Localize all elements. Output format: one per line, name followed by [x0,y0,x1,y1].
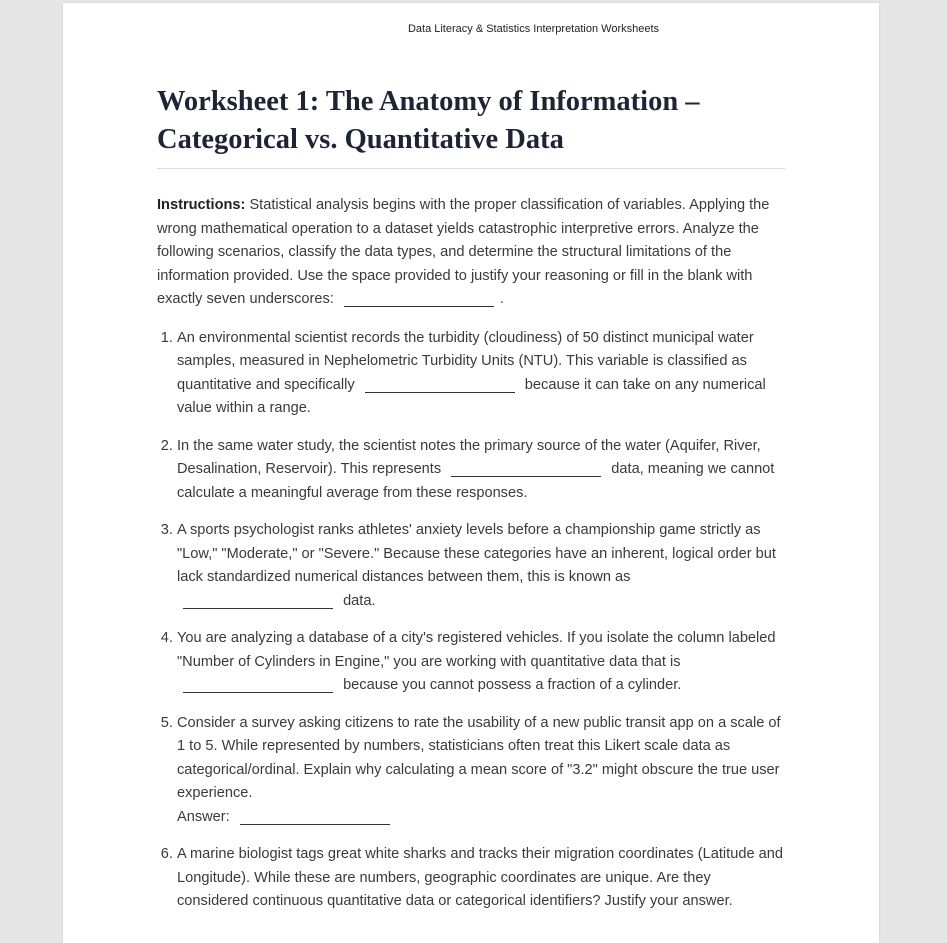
answer-blank[interactable] [451,462,601,477]
question-text: An environmental scientist records the turbidity (cloudiness) of 50 distinct municipal water samples, measured in Nephelometric Turbidity Units (NTU). This variable is classified as quantitative and specifically [177,329,754,393]
question-5 [177,712,785,830]
answer-blank[interactable] [240,810,390,825]
worksheet-title-line1: Worksheet 1: The Anatomy of Information – [157,86,700,117]
question-text-after: data, meaning we cannot calculate a meaningful average from these responses. [177,461,775,501]
question-text-after: data. [343,592,376,609]
instructions-text: Statistical analysis begins with the proper classification of variables. Applying the wrong mathematical operation to a dataset yields catastrophic interpretive errors. Analyze the following scenarios, classify the data types, and determine the structural limitations of the information provided. Use the space provided to justify your reasoning or fill in the blank with exactly seven underscores: [157,197,770,307]
answer-blank[interactable] [183,594,333,609]
instructions-paragraph [157,194,785,312]
answer-label: Answer: [177,808,230,825]
answer-blank[interactable] [365,378,515,393]
instructions-answer-blank[interactable] [344,292,494,307]
question-2 [177,435,785,506]
question-text: A sports psychologist ranks athletes' anxiety levels before a championship game strictly as "Low," "Moderate," or "Severe." Because these categories have an inherent, logical order but lack standardized numerical distances between them, this is known as [177,522,776,585]
question-text: Consider a survey asking citizens to rate the usability of a new public transit app on a scale of 1 to 5. While represented by numbers, statisticians often treat this Likert scale data as categorical/ordinal. Explain why calculating a mean score of "3.2" might obscure the true user experience. [177,714,781,801]
worksheet-title-line2: Categorical vs. Quantitative Data [157,124,564,155]
worksheet-title [157,83,785,169]
question-6 [177,843,785,914]
questions-list [157,327,785,914]
question-text: In the same water study, the scientist notes the primary source of the water (Aquifer, River, Desalination, Reservoir). This represents [177,437,761,477]
question-text: A marine biologist tags great white sharks and tracks their migration coordinates (Latitude and Longitude). While these are numbers, geographic coordinates are unique. Are they considered continuous quantitative data or categorical identifiers? Justify your answer. [177,846,783,909]
worksheet-page [63,3,879,943]
question-text-after: because you cannot possess a fraction of a cylinder. [343,677,682,693]
question-4 [177,627,785,698]
question-3 [177,519,785,613]
question-text: You are analyzing a database of a city's registered vehicles. If you isolate the column labeled "Number of Cylinders in Engine," you are working with quantitative data that is [177,630,776,670]
question-text-after: because it can take on any numerical value within a range. [177,376,766,416]
instructions-end: . [499,291,504,307]
question-1 [177,327,785,421]
running-header: Data Literacy & Statistics Interpretation Worksheets [407,23,660,35]
worksheet-content [157,83,785,928]
instructions-label: Instructions: [157,197,246,213]
answer-blank[interactable] [183,678,333,693]
